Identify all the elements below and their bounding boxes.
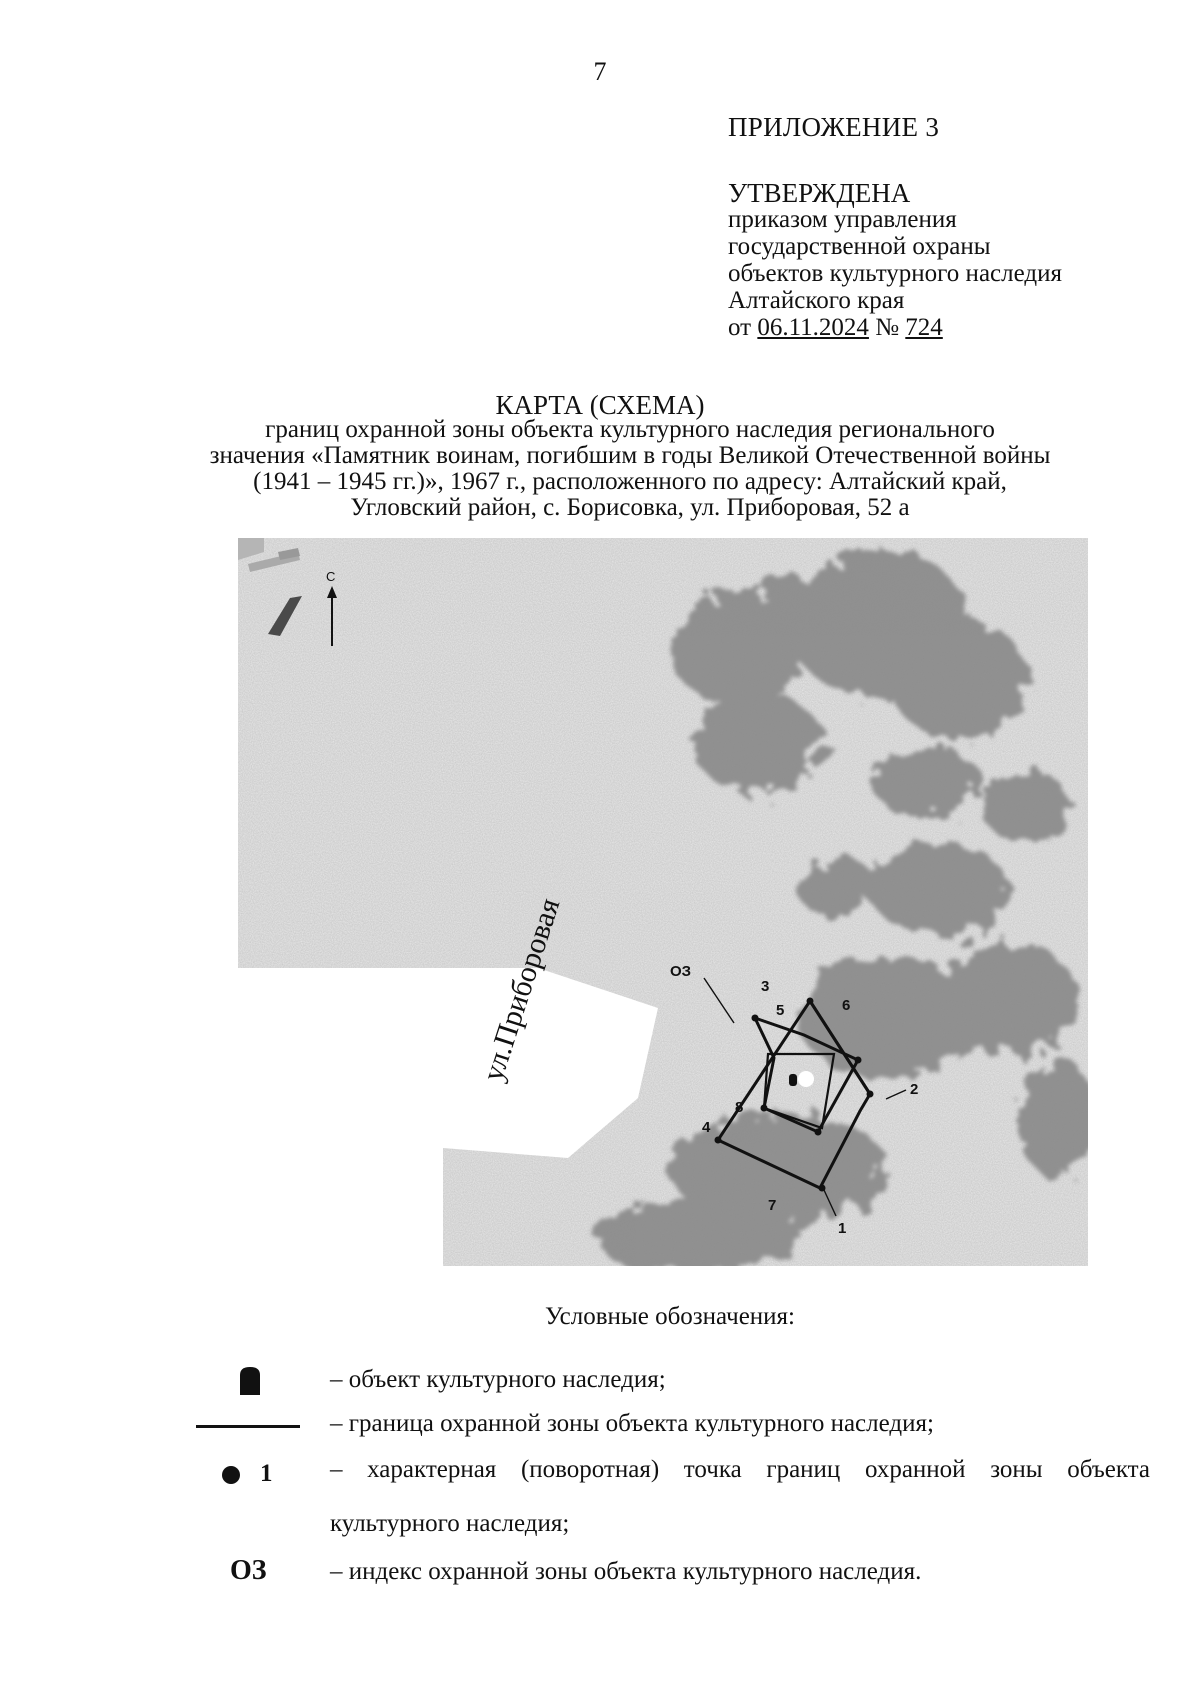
legend-title: Условные обозначения: [544,1303,796,1330]
point-label-2: 2 [910,1081,919,1098]
page-number: 7 [593,57,607,86]
point-marker [867,1091,874,1098]
order-date: 06.11.2024 [757,314,869,341]
legend-index: – индекс охранной зоны объекта культурного наследия. [330,1558,922,1585]
approval-line: объектов культурного наследия [728,260,1062,287]
point-label-3: 3 [761,978,770,995]
point-label-8: 8 [735,1099,744,1116]
date-prefix: от [728,314,758,341]
zone-index-symbol: ОЗ [230,1555,267,1586]
point-marker [855,1057,862,1064]
north-label: С [326,569,336,584]
subtitle-line: (1941 – 1945 гг.)», 1967 г., расположенного по адресу: Алтайский край, [253,468,1007,495]
aerial-map [238,538,1088,1266]
order-number: 724 [905,314,943,341]
point-label-6: 6 [842,997,851,1014]
approval-line: государственной охраны [728,233,991,260]
subtitle-line: Угловский район, с. Борисовка, ул. Приборовая, 52 а [350,494,910,521]
approval-line: Алтайского края [728,287,905,314]
boundary-line-symbol [196,1425,300,1428]
subtitle-line: значения «Памятник воинам, погибшим в годы Великой Отечественной войны [209,442,1051,469]
legend-boundary: – граница охранной зоны объекта культурного наследия; [330,1410,934,1437]
point-label-7: 7 [768,1197,777,1214]
point-label-5: 5 [776,1002,785,1019]
point-marker [815,1129,822,1136]
heritage-object-legend-icon [235,1365,265,1397]
approval-date-line [728,314,1062,341]
turning-point-symbol [222,1466,240,1484]
subtitle-line: границ охранной зоны объекта культурного наследия регионального [265,416,995,443]
approval-block [728,206,1062,341]
point-marker [807,998,814,1005]
street-label: ул.Приборовая [476,894,567,1086]
zone-label: ОЗ [670,963,692,980]
aerial-photo [238,538,1088,1266]
legend-point-line1: – характерная (поворотная) точка границ охранной зоны объекта [330,1456,1150,1483]
point-marker [752,1015,759,1022]
appendix-heading: ПРИЛОЖЕНИЕ 3 [728,112,940,142]
point-marker [761,1105,768,1112]
legend-point-line2: культурного наследия; [330,1510,570,1537]
turning-point-symbol-number: 1 [260,1460,273,1487]
document-subtitle [150,417,1110,521]
approval-line: приказом управления [728,206,957,233]
point-label-1: 1 [838,1220,847,1237]
legend-object: – объект культурного наследия; [330,1366,666,1393]
approved-heading: УТВЕРЖДЕНА [728,178,911,208]
document-title: КАРТА (СХЕМА) [495,390,705,420]
point-marker [715,1137,722,1144]
number-prefix: № [868,314,906,341]
point-label-4: 4 [702,1119,711,1136]
